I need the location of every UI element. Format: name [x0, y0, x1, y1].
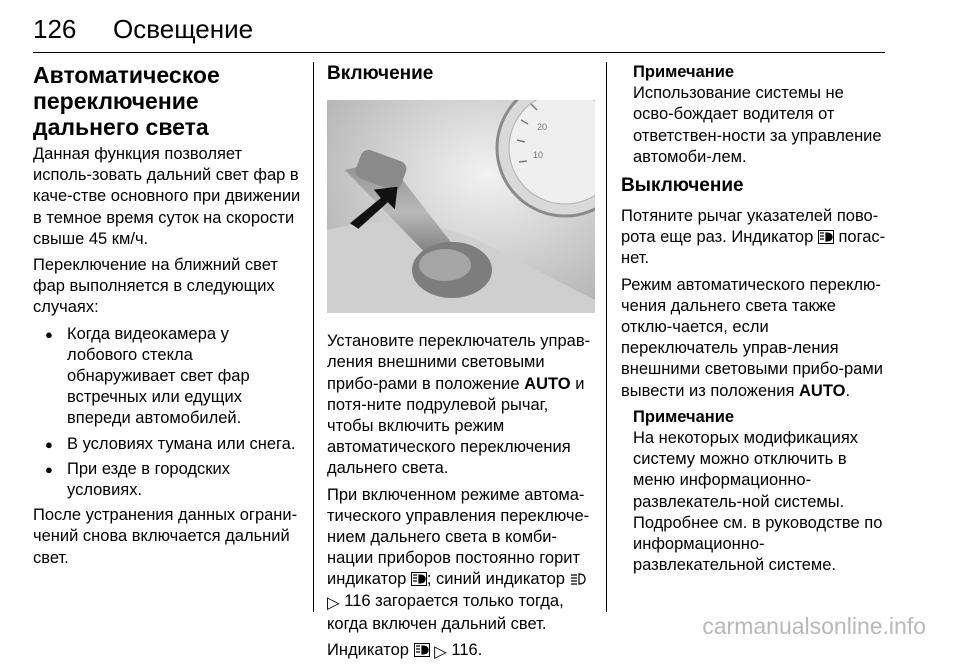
- note-title: Примечание: [633, 63, 735, 81]
- header-divider: [33, 52, 885, 53]
- note-box: [633, 62, 889, 168]
- paragraph: Режим автоматического переклю-чения дальнего света также отклю-чается, если переключатель управ-ления внешними световыми прибо-рами вывести из положения AUTO.: [621, 275, 883, 400]
- article-heading: Автоматическое переключение дальнего света: [33, 62, 220, 140]
- list-item: ● При езде в городских условиях.: [33, 459, 301, 501]
- column-middle: [327, 62, 595, 668]
- paragraph: Установите переключатель управ-ления внешними световыми прибо-рами в положение AUTO и потя-ните подрулевой рычаг, чтобы включить режим автоматического переключения дальнего света.: [327, 332, 591, 478]
- column-divider: [313, 62, 314, 612]
- paragraph: При включенном режиме автома-тического управления переключе-нием дальнего света в комби-нации приборов постоянно горит индикатор ; синий индикатор ▷ 116 загорается только тогда, когда включен дальний свет.: [327, 485, 590, 633]
- column-divider: [606, 62, 607, 612]
- column-left: [33, 62, 301, 574]
- auto-position-label: AUTO: [524, 374, 571, 393]
- subheading-enable: Включение: [327, 63, 434, 84]
- paragraph: Потяните рычаг указателей пово-рота еще раз. Индикатор погас-нет.: [621, 207, 886, 268]
- note-text: Использование системы не осво-бождает водителя от ответствен-ности за управление автомоби-лем.: [633, 84, 882, 166]
- paragraph: Индикатор ▷ 116.: [327, 640, 595, 663]
- page-reference-arrow-icon: ▷: [434, 643, 447, 662]
- paragraph: Переключение на ближний свет фар выполняется в следующих случаях:: [33, 256, 278, 317]
- svg-text:20: 20: [537, 122, 548, 132]
- page-number: 126: [33, 14, 77, 44]
- note-box: [633, 407, 889, 577]
- auto-high-beam-indicator-icon: [411, 572, 427, 586]
- stalk-illustration: [327, 100, 595, 313]
- high-beam-indicator-icon: [570, 572, 586, 586]
- list-item: ● В условиях тумана или снега.: [33, 434, 301, 455]
- bullet-list: [33, 324, 301, 502]
- note-text: На некоторых модификациях систему можно отключить в меню информационно-развлекатель-ной системы. Подробнее см. в руководстве по информационно-развлекательной системе.: [633, 429, 883, 575]
- list-item: ● Когда видеокамера у лобового стекла обнаруживает свет фар встречных или едущих впереди автомобилей.: [33, 324, 301, 430]
- page-reference-arrow-icon: ▷: [327, 593, 340, 612]
- section-title: Освещение: [113, 14, 254, 44]
- paragraph: Данная функция позволяет исполь-зовать дальний свет фар в каче-стве основного при движении в темное время суток на скорости свыше 45 км/ч.: [33, 145, 301, 248]
- note-title: Примечание: [633, 407, 735, 426]
- subheading-disable: Выключение: [621, 175, 744, 197]
- page-header: [33, 14, 885, 54]
- auto-high-beam-indicator-icon: [818, 230, 834, 244]
- svg-text:10: 10: [533, 150, 544, 160]
- auto-high-beam-indicator-icon: [414, 643, 430, 657]
- column-right: [621, 62, 889, 582]
- auto-position-label: AUTO: [798, 381, 846, 400]
- watermark: carmanualsonline.info: [702, 613, 926, 639]
- paragraph: После устранения данных ограни-чений снова включается дальний свет.: [33, 506, 298, 567]
